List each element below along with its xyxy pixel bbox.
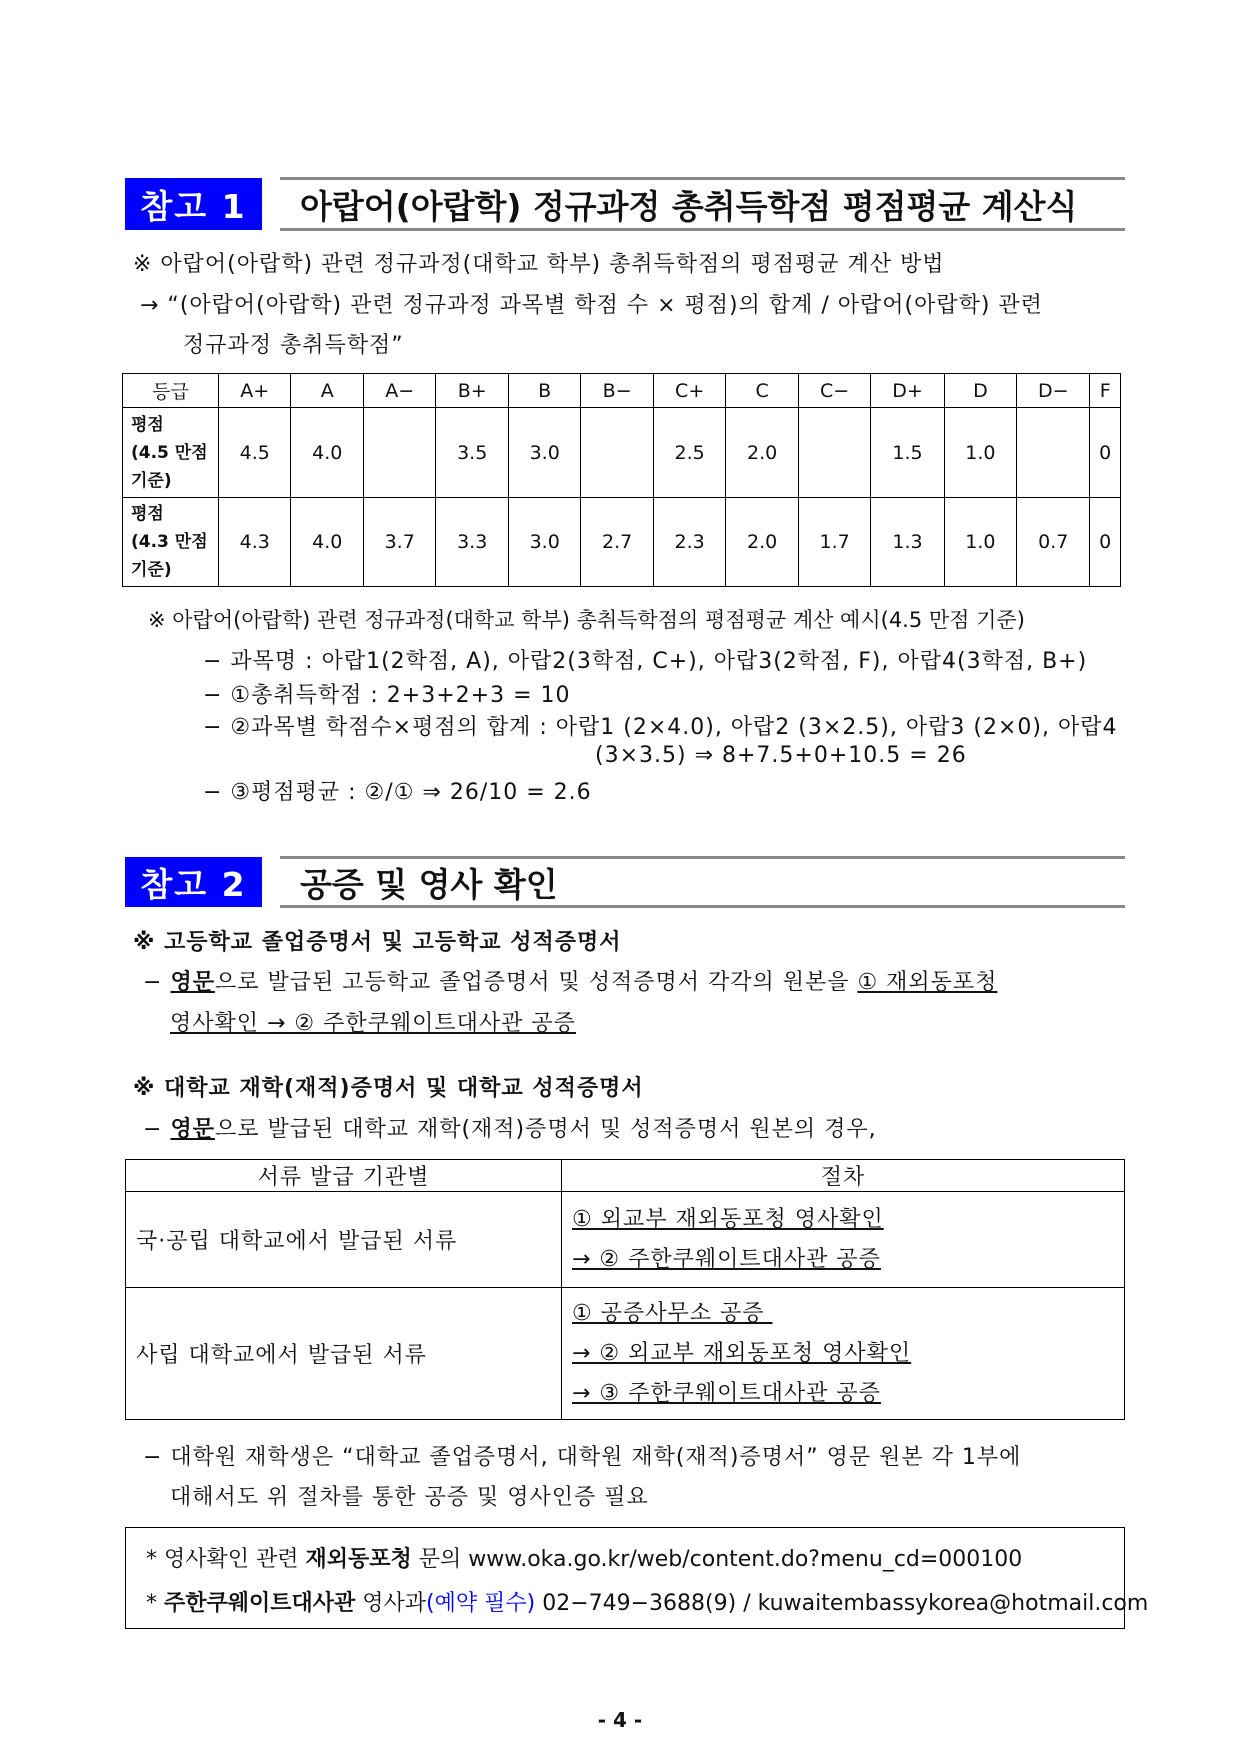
grade-point-cell: 2.0 xyxy=(726,498,798,587)
example-line: − ①총취득학점 : 2+3+2+3 = 10 xyxy=(203,683,571,708)
grade-header-cell: 등급 xyxy=(123,374,219,408)
grade-header-cell: F xyxy=(1090,374,1121,408)
uni-line xyxy=(143,1112,877,1143)
row-label-line: 기준) xyxy=(131,560,172,580)
section1-badge: 참고 1 xyxy=(125,178,262,230)
grade-point-cell xyxy=(363,408,435,498)
dash: − xyxy=(143,1117,171,1142)
grade-point-cell: 2.7 xyxy=(581,498,653,587)
hs-step: ① 재외동포청 xyxy=(857,970,998,995)
grade-point-cell: 4.0 xyxy=(291,498,363,587)
text: * xyxy=(146,1591,164,1616)
calc-method-note: ※ 아랍어(아랍학) 관련 정규과정(대학교 학부) 총취득학점의 평점평균 계산 방법 xyxy=(133,252,945,277)
grade-point-cell: 0 xyxy=(1090,408,1121,498)
grade-point-cell: 1.7 xyxy=(798,498,870,587)
grade-point-cell: 3.5 xyxy=(436,408,508,498)
step: ① 공증사무소 공증 xyxy=(572,1300,773,1326)
text: * 영사확인 관련 xyxy=(146,1547,306,1572)
grad-note: − 대학원 재학생은 “대학교 졸업증명서, 대학원 재학(재적)증명서” 영문 원본 각 1부에 xyxy=(143,1445,1022,1470)
procedure-row xyxy=(126,1192,1125,1288)
dash: − xyxy=(143,970,171,995)
uni-text: 으로 발급된 대학교 재학(재적)증명서 및 성적증명서 원본의 경우, xyxy=(214,1117,877,1142)
section2-title: 공증 및 영사 확인 xyxy=(280,856,1125,908)
contact-line-2 xyxy=(146,1586,1148,1617)
contact-line-1 xyxy=(146,1542,1022,1573)
example-line: − 과목명 : 아랍1(2학점, A), 아랍2(3학점, C+), 아랍3(2학점, F), 아랍4(3학점, B+) xyxy=(203,649,1088,674)
col-header: 절차 xyxy=(562,1160,1125,1192)
contact-phone-email: 02−749−3688(9) / kuwaitembassykorea@hotmail.com xyxy=(535,1591,1149,1616)
grade-point-cell: 2.0 xyxy=(726,408,798,498)
example-line: − ②과목별 학점수×평점의 합계 : 아랍1 (2×4.0), 아랍2 (3×2.5), 아랍3 (2×0), 아랍4 xyxy=(203,715,1118,740)
contact-url[interactable]: www.oka.go.kr/web/content.do?menu_cd=000100 xyxy=(468,1547,1023,1572)
grade-point-cell: 4.3 xyxy=(219,498,291,587)
grade-point-cell: 2.5 xyxy=(653,408,725,498)
example-line: (3×3.5) ⇒ 8+7.5+0+10.5 = 26 xyxy=(595,743,967,768)
step: ① 외교부 재외동포청 영사확인 xyxy=(572,1206,884,1232)
calc-formula-cont: 정규과정 총취득학점” xyxy=(183,333,404,358)
step: → ② 주한쿠웨이트대사관 공증 xyxy=(572,1246,881,1272)
step: → ② 외교부 재외동포청 영사확인 xyxy=(572,1340,912,1366)
grade-row-4-3 xyxy=(123,498,1121,587)
procedure-row xyxy=(126,1288,1125,1420)
grade-header-cell: A xyxy=(291,374,363,408)
grade-point-cell: 3.0 xyxy=(508,498,580,587)
agency-name: 재외동포청 xyxy=(305,1547,412,1572)
hs-line xyxy=(143,965,997,996)
grade-point-cell: 2.3 xyxy=(653,498,725,587)
example-line: − ③평점평균 : ②/① ⇒ 26/10 = 2.6 xyxy=(203,780,592,805)
grade-point-cell xyxy=(1017,408,1090,498)
hs-line-cont: 영사확인 → ② 주한쿠웨이트대사관 공증 xyxy=(170,1011,576,1036)
grade-point-cell: 3.3 xyxy=(436,498,508,587)
grade-point-cell: 0.7 xyxy=(1017,498,1090,587)
row-label xyxy=(123,498,219,587)
step: → ③ 주한쿠웨이트대사관 공증 xyxy=(572,1380,881,1406)
grade-point-cell: 1.3 xyxy=(871,498,944,587)
grade-header-cell: D+ xyxy=(871,374,944,408)
grade-point-cell: 3.7 xyxy=(363,498,435,587)
reservation-note: (예약 필수) xyxy=(426,1591,536,1616)
grade-point-cell xyxy=(798,408,870,498)
grade-point-cell: 1.0 xyxy=(944,408,1016,498)
grade-point-cell: 1.5 xyxy=(871,408,944,498)
grade-point-cell: 0 xyxy=(1090,498,1121,587)
text: 영사과 xyxy=(355,1591,427,1616)
row-label-line: 평점 xyxy=(131,414,164,435)
procedure-table xyxy=(125,1159,1125,1420)
col-header: 서류 발급 기관별 xyxy=(126,1160,562,1192)
hs-text: 으로 발급된 고등학교 졸업증명서 및 성적증명서 각각의 원본을 xyxy=(214,970,858,995)
grade-table xyxy=(122,373,1121,587)
grade-header-cell: C xyxy=(726,374,798,408)
issuer-type: 국·공립 대학교에서 발급된 서류 xyxy=(126,1192,562,1288)
hs-title: ※ 고등학교 졸업증명서 및 고등학교 성적증명서 xyxy=(133,930,622,955)
grade-header-cell: D− xyxy=(1017,374,1090,408)
row-label-line: 기준) xyxy=(131,470,172,491)
section1-title: 아랍어(아랍학) 정규과정 총취득학점 평점평균 계산식 xyxy=(280,177,1125,231)
grade-header-cell: C+ xyxy=(653,374,725,408)
grade-header-cell: A+ xyxy=(219,374,291,408)
english-emphasis: 영문 xyxy=(170,1117,215,1142)
grad-note-cont: 대해서도 위 절차를 통한 공증 및 영사인증 필요 xyxy=(170,1485,649,1510)
grade-header-cell: B xyxy=(508,374,580,408)
grade-point-cell: 3.0 xyxy=(508,408,580,498)
section2-badge: 참고 2 xyxy=(125,857,262,907)
grade-point-cell: 4.0 xyxy=(291,408,363,498)
grade-point-cell: 4.5 xyxy=(219,408,291,498)
row-label-line: (4.3 만점 xyxy=(131,532,208,552)
contact-box xyxy=(125,1527,1149,1629)
embassy-name: 주한쿠웨이트대사관 xyxy=(164,1591,356,1616)
calc-formula: → “(아랍어(아랍학) 관련 정규과정 과목별 학점 수 × 평점)의 합계 / 아랍어(아랍학) 관련 xyxy=(140,293,1043,318)
grade-row-4-5 xyxy=(123,408,1121,498)
page-number: - 4 - xyxy=(597,1708,643,1732)
grade-point-cell: 1.0 xyxy=(944,498,1016,587)
issuer-type: 사립 대학교에서 발급된 서류 xyxy=(126,1288,562,1420)
grade-header-cell: C− xyxy=(798,374,870,408)
text: 문의 xyxy=(411,1547,469,1572)
row-label xyxy=(123,408,219,498)
grade-point-cell xyxy=(581,408,653,498)
grade-header-cell: B− xyxy=(581,374,653,408)
grade-header-cell: A− xyxy=(363,374,435,408)
row-label-line: 평점 xyxy=(131,504,164,524)
grade-header-row xyxy=(123,374,1121,408)
grade-header-cell: B+ xyxy=(436,374,508,408)
grade-header-cell: D xyxy=(944,374,1016,408)
row-label-line: (4.5 만점 xyxy=(131,442,208,463)
english-emphasis: 영문 xyxy=(170,970,215,995)
uni-title: ※ 대학교 재학(재적)증명서 및 대학교 성적증명서 xyxy=(133,1076,644,1101)
example-title: ※ 아랍어(아랍학) 관련 정규과정(대학교 학부) 총취득학점의 평점평균 계산 예시(4.5 만점 기준) xyxy=(148,608,1025,632)
